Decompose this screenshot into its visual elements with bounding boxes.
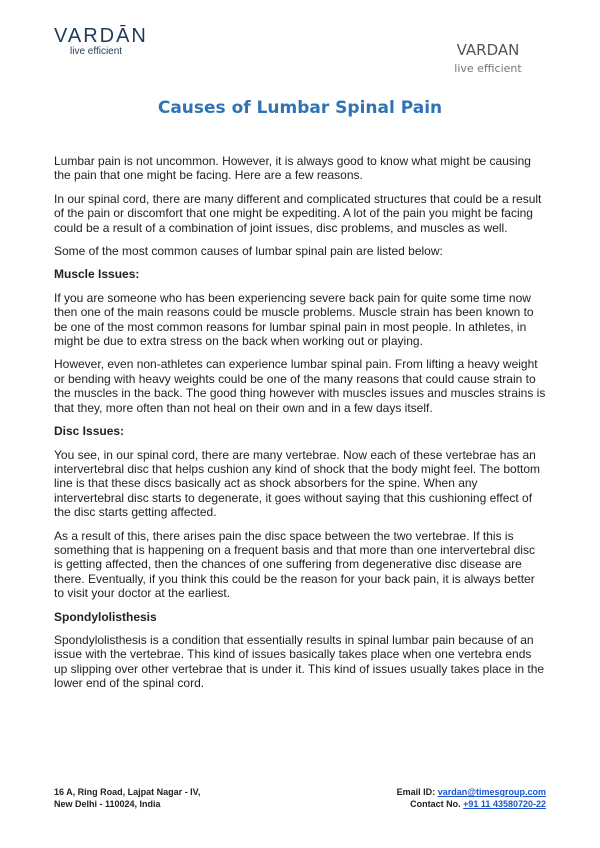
email-label: Email ID: <box>396 787 438 797</box>
section-heading-disc: Disc Issues: <box>54 424 125 439</box>
footer-address <box>54 786 200 810</box>
email-link[interactable]: vardan@timesgroup.com <box>437 787 546 797</box>
brand-name: VARDAN <box>456 41 520 59</box>
brand-tagline: live efficient <box>454 62 522 75</box>
email-row <box>397 786 546 798</box>
header-brand <box>446 40 530 78</box>
logo-tagline: live efficient <box>70 46 123 57</box>
phone-link[interactable]: +91 11 43580720-22 <box>463 799 546 809</box>
paragraph: As a result of this, there arises pain the disc space between the two vertebrae. If this is something that is happening on a frequent basis and that more than one intervertebral disc is getting affected, then the chances of one suffering from degenerative disc disease are there. Eventually, if you think this could be the reason for your back pain, it is always better to visit your doctor at the earliest. <box>54 528 535 601</box>
contact-label: Contact No. <box>410 799 464 809</box>
paragraph: Some of the most common causes of lumbar spinal pain are listed below: <box>54 244 443 259</box>
paragraph: However, even non-athletes can experience lumbar spinal pain. From lifting a heavy weight or bending with heavy weights could be one of the many reasons that could cause strain to the muscles in the back. The good thing however with muscles issues and muscles strains is that they, more often than not heal on their own and in a few days itself. <box>54 357 546 415</box>
section-heading-spondylolisthesis: Spondylolisthesis <box>54 609 157 624</box>
paragraph: Spondylolisthesis is a condition that essentially results in spinal lumbar pain because of an issue with the vertebrae. This kind of issues basically takes place when one vertebra ends up slipping over other vertebrae that is under it. This kind of issues usually takes place in the lower end of the spinal cord. <box>54 632 545 691</box>
section-heading-muscle: Muscle Issues: <box>54 267 140 282</box>
logo <box>54 26 148 58</box>
paragraph: If you are someone who has been experiencing severe back pain for quite some time now then one of the main reasons could be muscle problems. Muscle strain has been known to be one of the most common reasons for lumbar spinal pain in most people. In athletes, in might be due to extra stress on the back when working out or playing. <box>54 290 534 349</box>
address-line-1: 16 A, Ring Road, Lajpat Nagar - IV, <box>54 787 201 797</box>
address-line-2: New Delhi - 110024, India <box>54 799 161 809</box>
footer-contact <box>397 786 546 810</box>
paragraph: You see, in our spinal cord, there are many vertebrae. Now each of these vertebrae has an intervertebral disc that helps cushion any kind of shock that the body might feel. The bottom line is that these discs basically act as shock absorbers for the spine. When any intervertebral disc starts to degenerate, it goes without saying that this cushioning effect of the disc starts getting affected. <box>54 447 541 520</box>
paragraph: In our spinal cord, there are many different and complicated structures that could be a result of the pain or discomfort that one might be expediting. A lot of the pain you might be facing could be a result of a combination of joint issues, disc problems, and muscles as well. <box>54 191 542 235</box>
page-title: Causes of Lumbar Spinal Pain <box>157 98 443 118</box>
paragraph: Lumbar pain is not uncommon. However, it is always good to know what might be causing the pain that one might be facing. Here are a few reasons. <box>54 154 531 183</box>
article-body <box>54 154 546 700</box>
logo-name: VARDĀN <box>54 25 148 47</box>
phone-row <box>397 798 546 810</box>
